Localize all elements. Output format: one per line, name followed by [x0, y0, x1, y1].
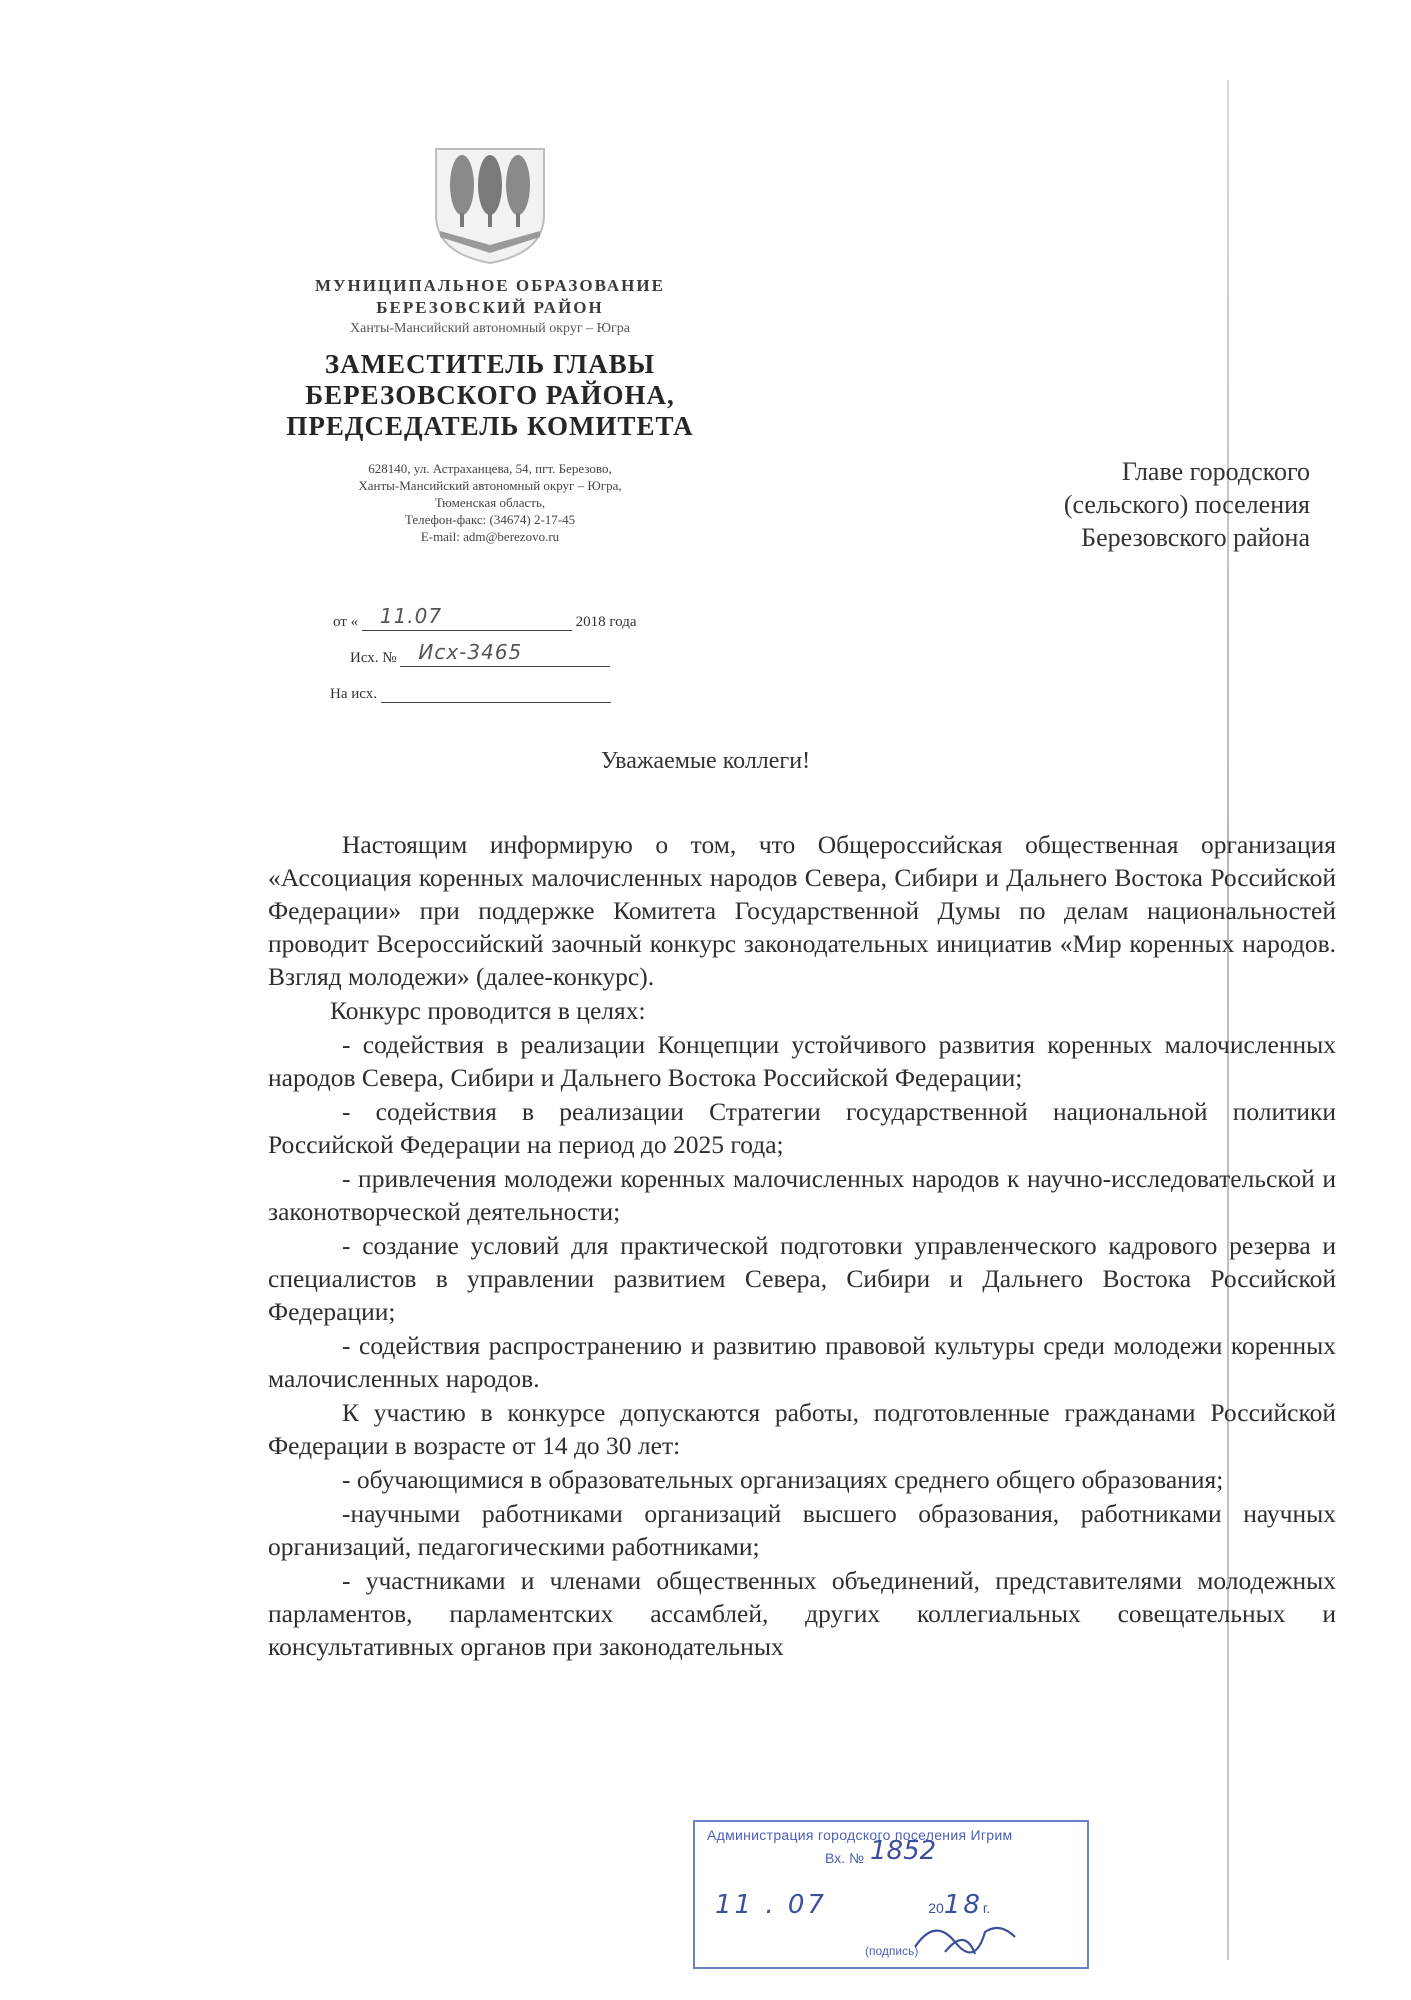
list-item-goal: - создание условий для практической подготовки управленческого кадрового резерва и специалистов в управлении развитием Севера, Сибири и Дальнего Востока Российской Федерации; [268, 1231, 1336, 1326]
outgoing-line [400, 640, 610, 667]
list-item-participant: - обучающимися в образовательных организациях среднего общего образования; [342, 1465, 1224, 1494]
letterhead [255, 145, 725, 545]
paragraph-goals-heading: Конкурс проводится в целях: [330, 996, 646, 1025]
letterhead-address [255, 460, 725, 545]
org-name-line1: МУНИЦИПАЛЬНОЕ ОБРАЗОВАНИЕ [315, 276, 665, 295]
phone: Телефон-факс: (34674) 2-17-45 [404, 512, 576, 527]
date-field [333, 604, 637, 631]
list-item-goal: - привлечения молодежи коренных малочисленных народов к научно-исследовательской и законотворческой деятельности; [268, 1164, 1336, 1226]
date-suffix: 2018 года [575, 614, 637, 630]
date-line [362, 604, 572, 631]
stamp-title: Администрация городского поселения Игрим [707, 1827, 1013, 1843]
registration-stamp [693, 1820, 1089, 1969]
list-item-goal: - содействия распространению и развитию правовой культуры среди молодежи коренных малочисленных народов. [268, 1331, 1336, 1393]
list-item-participant: -научными работниками организаций высшего образования, работниками научных организаций, педагогическими работниками; [268, 1499, 1336, 1561]
coat-of-arms-emblem [430, 145, 550, 267]
stamp-incoming-label: Вх. № [825, 1850, 864, 1866]
stamp-year-prefix: 20 [928, 1900, 944, 1916]
recipient-line1: Главе городского [1121, 457, 1310, 486]
org-name-line2: БЕРЕЗОВСКИЙ РАЙОН [376, 298, 604, 317]
letterhead-title-line3: ПРЕДСЕДАТЕЛЬ КОМИТЕТА [286, 411, 694, 441]
paragraph-participants: К участию в конкурсе допускаются работы, подготовленные гражданами Российской Федерации в возрасте от 14 до 30 лет: [268, 1398, 1336, 1460]
stamp-signature-label: (подпись) [865, 1944, 919, 1958]
salutation: Уважаемые коллеги! [600, 748, 811, 774]
incoming-line [381, 684, 611, 703]
letter-body [268, 828, 1336, 1664]
org-region: Ханты-Мансийский автономный округ – Югра [350, 321, 630, 336]
letterhead-title-line2: БЕРЕЗОВСКОГО РАЙОНА, [305, 380, 675, 410]
outgoing-label: Исх. № [350, 650, 397, 666]
email: E-mail: adm@berezovo.ru [420, 529, 560, 544]
address-line3: Тюменская область, [434, 495, 546, 510]
incoming-ref-field [330, 684, 611, 703]
incoming-label: На исх. [330, 686, 377, 702]
outgoing-number-field [350, 640, 610, 667]
stamp-year-handwritten: 18 [943, 1890, 983, 1920]
list-item-goal: - содействия в реализации Стратегии государственной национальной политики Российской Федерации на период до 2025 года; [268, 1097, 1336, 1159]
stamp-year-suffix: г. [982, 1900, 991, 1916]
outgoing-handwritten: Исх-3465 [418, 640, 523, 664]
letterhead-title-line1: ЗАМЕСТИТЕЛЬ ГЛАВЫ [324, 349, 656, 379]
paragraph-intro: Настоящим информирую о том, что Общероссийская общественная организация «Ассоциация коренных малочисленных народов Севера, Сибири и Дальнего Востока Российской Федерации» при поддержке Комитета Государственной Думы по делам национальностей проводит Всероссийский заочный конкурс законодательных инициатив «Мир коренных народов. Взгляд молодежи» (далее-конкурс). [268, 830, 1336, 991]
address-line1: 628140, ул. Астраханцева, 54, пгт. Березово, [368, 461, 612, 476]
list-item-goal: - содействия в реализации Концепции устойчивого развития коренных малочисленных народов Севера, Сибири и Дальнего Востока Российской Федерации; [268, 1030, 1336, 1092]
stamp-incoming-number: 1852 [870, 1836, 937, 1866]
stamp-date-handwritten: 11 . 07 [715, 1890, 827, 1920]
recipient-line2: (сельского) поселения [1063, 490, 1310, 519]
date-handwritten: 11.07 [379, 604, 443, 628]
recipient-block [1000, 455, 1310, 554]
recipient-line3: Березовского района [1081, 523, 1310, 552]
date-prefix: от « [333, 614, 359, 630]
signature-scribble [905, 1912, 1025, 1962]
address-line2: Ханты-Мансийский автономный округ – Югра, [358, 478, 622, 493]
list-item-participant: - участниками и членами общественных объединений, представителями молодежных парламентов, парламентских ассамблей, других коллегиальных совещательных и консультативных органов при законодательных [268, 1566, 1336, 1661]
